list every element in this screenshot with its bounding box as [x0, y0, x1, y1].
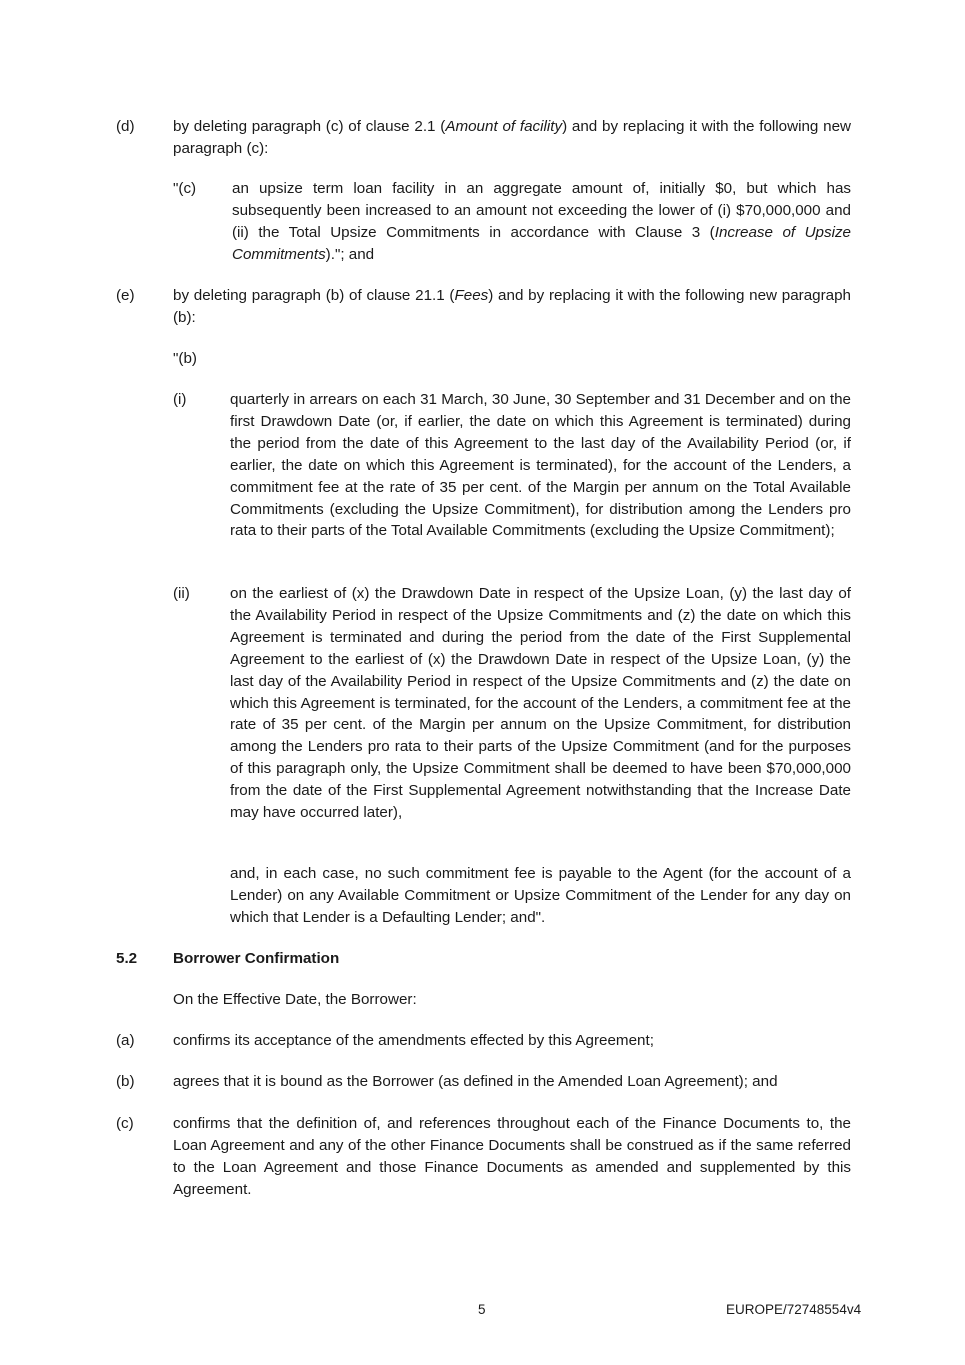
quoted-paragraph-c-text: an upsize term loan facility in an aggregate amount of, initially $0, but which has subsequently been increased to an amount not exceeding the lower of (i) $70,000,000 and (ii) the Total Upsize Commitments in accordance with Clause 3 (Increase of Upsize Commitments)."; and	[232, 180, 852, 263]
clause-e-label: (e)	[116, 287, 135, 304]
confirmation-item-c-text: confirms that the definition of, and references throughout each of the Finance Documents to, the Loan Agreement and any of the other Finance Documents shall be construed as if the same referred to the Loan Agreement and those Finance Documents as amended and supplemented by this Agreement.	[173, 1115, 851, 1198]
fee-tail-text: and, in each case, no such commitment fee is payable to the Agent (for the account of a Lender) on any Available Commitment or Upsize Commitment of the Lender for any day on which that Lender is a Defaulting Lender; and".	[230, 865, 851, 926]
quoted-paragraph-b-label: "(b)	[173, 350, 197, 367]
sub-paragraph-i-text: quarterly in arrears on each 31 March, 30 June, 30 September and 31 December and on the first Drawdown Date (or, if earlier, the date on which this Agreement is terminated) during the period from the date of this Agreement to the last day of the Availability Period (or, if earlier, the date on which this Agreement is terminated), for the account of the Lenders, a commitment fee at the rate of 35 per cent. of the Margin per annum on the Total Available Commitments (excluding the Upsize Commitment), for distribution among the Lenders pro rata to their parts of the Total Available Commitments (excluding the Upsize Commitment);	[230, 391, 851, 540]
confirmation-item-c-label: (c)	[116, 1115, 134, 1132]
confirmation-item-a-text: confirms its acceptance of the amendments effected by this Agreement;	[173, 1032, 654, 1049]
confirmation-item-a-label: (a)	[116, 1032, 135, 1049]
sub-paragraph-ii-label: (ii)	[173, 585, 190, 602]
page-number: 5	[478, 1302, 486, 1317]
clause-d-text: by deleting paragraph (c) of clause 2.1 (Amount of facility) and by replacing it with the following new paragraph (c):	[173, 118, 851, 157]
clause-e-text: by deleting paragraph (b) of clause 21.1 (Fees) and by replacing it with the following new paragraph (b):	[173, 287, 851, 326]
section-title: Borrower Confirmation	[173, 950, 340, 967]
clause-d-label: (d)	[116, 118, 135, 135]
confirmation-item-b-label: (b)	[116, 1073, 135, 1090]
sub-paragraph-ii-text: on the earliest of (x) the Drawdown Date in respect of the Upsize Loan, (y) the last day of the Availability Period in respect of the Upsize Commitments and (z) the date on which this Agreement is terminated and during the period from the date of the First Supplemental Agreement to the earliest of (x) the Drawdown Date in respect of the Upsize Loan, (y) the last day of the Availability Period in respect of the Upsize Commitments and (z) the date on which this Agreement is terminated, for the account of the Lenders, a commitment fee at the rate of 35 per cent. of the Margin per annum on the Upsize Commitment, for distribution among the Lenders pro rata to their parts of the Upsize Commitment (and for the purposes of this paragraph only, the Upsize Commitment shall be deemed to have been $70,000,000 from the date of the First Supplemental Agreement notwithstanding that the Increase Date may have occurred later),	[230, 585, 851, 822]
sub-paragraph-i-label: (i)	[173, 391, 187, 408]
quoted-paragraph-c-label: "(c)	[173, 180, 197, 197]
document-reference: EUROPE/72748554v4	[726, 1302, 862, 1317]
section-number: 5.2	[116, 950, 138, 967]
confirmation-item-b-text: agrees that it is bound as the Borrower (as defined in the Amended Loan Agreement); and	[173, 1073, 778, 1090]
section-intro-text: On the Effective Date, the Borrower:	[173, 991, 417, 1008]
